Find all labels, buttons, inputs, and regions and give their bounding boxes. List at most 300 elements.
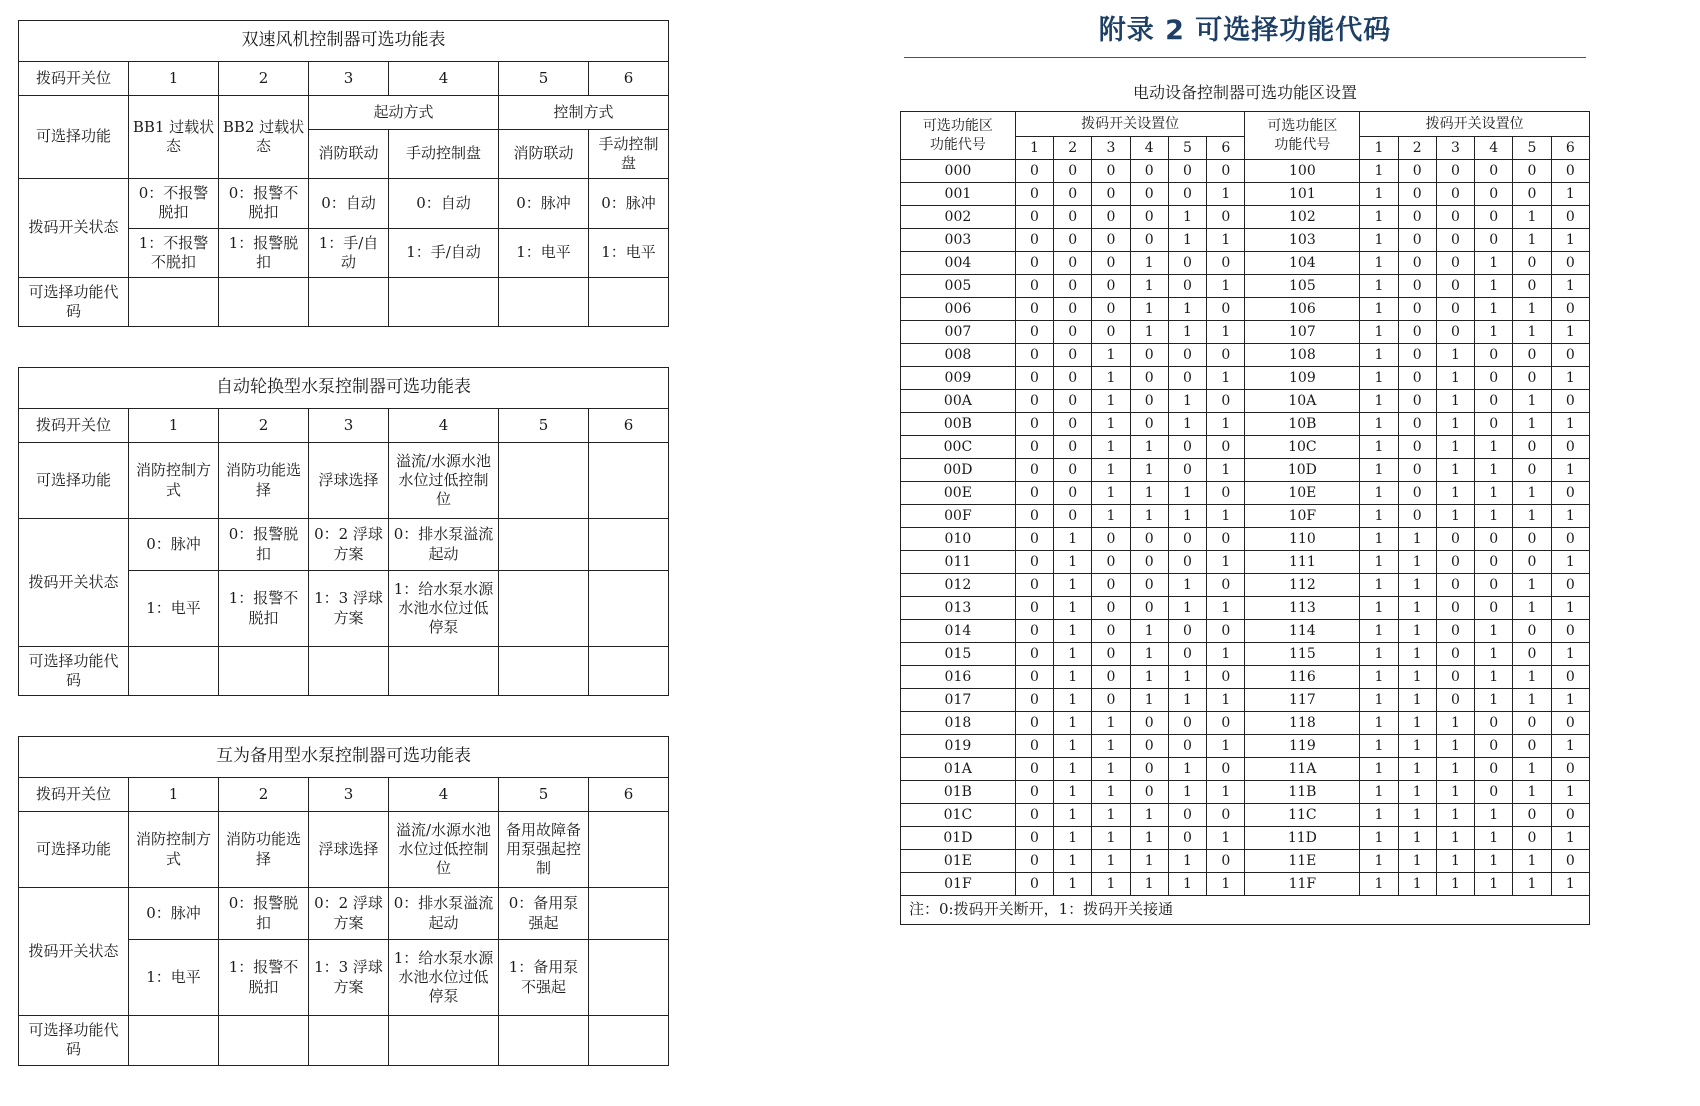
- bit-right-1: 1: [1360, 459, 1398, 482]
- state0-bit-3: 0：2 浮球方案: [309, 519, 389, 571]
- state1-bit-4: 1：手/自动: [389, 228, 499, 277]
- bit-right-1: 1: [1360, 482, 1398, 505]
- table-row: [901, 643, 1590, 666]
- bit-left-5: 0: [1168, 275, 1206, 298]
- bit-right-1: 1: [1360, 804, 1398, 827]
- bit-left-1: 0: [1015, 551, 1053, 574]
- table-row: [901, 344, 1590, 367]
- state1-bit-4: 1：给水泵水源水池水位过低停泵: [389, 571, 499, 647]
- bit-left-3: 1: [1092, 413, 1130, 436]
- bit-right-5: 0: [1513, 528, 1551, 551]
- func-code-left: 00F: [901, 505, 1016, 528]
- bit-right-5: 0: [1513, 804, 1551, 827]
- func-code-right: 102: [1245, 206, 1360, 229]
- func-code-left: 013: [901, 597, 1016, 620]
- bit-left-4: 1: [1130, 643, 1168, 666]
- bit-right-5: 1: [1513, 850, 1551, 873]
- header-line-1: 可选功能区: [1267, 118, 1338, 135]
- bit-left-6: 0: [1207, 160, 1245, 183]
- mutual-standby-pump-function-table: [18, 736, 669, 1065]
- bit-right-5: 0: [1513, 344, 1551, 367]
- bit-left-4: 0: [1130, 781, 1168, 804]
- bit-right-4: 1: [1475, 298, 1513, 321]
- bit-left-5: 0: [1168, 735, 1206, 758]
- bit-left-1: 0: [1015, 735, 1053, 758]
- func-code-left: 01B: [901, 781, 1016, 804]
- bit-left-5: 0: [1168, 160, 1206, 183]
- bit-right-5: 0: [1513, 160, 1551, 183]
- code-bit-4[interactable]: [389, 1016, 499, 1065]
- bit-right-5: 1: [1513, 758, 1551, 781]
- function-bit-1: 消防控制方式: [129, 812, 219, 888]
- bit-left-1: 0: [1015, 206, 1053, 229]
- header-line-1: 可选功能区: [922, 118, 993, 135]
- row-label-func-code: 可选择功能代码: [19, 277, 129, 326]
- bit-left-3: 0: [1092, 689, 1130, 712]
- bit-left-6: 1: [1207, 413, 1245, 436]
- bit-header-right-6: 6: [1551, 137, 1589, 160]
- bit-right-2: 0: [1398, 298, 1436, 321]
- row-label-function: 可选择功能: [19, 812, 129, 888]
- code-bit-4[interactable]: [389, 277, 499, 326]
- bit-right-4: 1: [1475, 321, 1513, 344]
- bit-left-3: 0: [1092, 275, 1130, 298]
- bit-left-2: 1: [1054, 551, 1092, 574]
- bit-right-3: 1: [1436, 459, 1474, 482]
- bit-right-5: 1: [1513, 666, 1551, 689]
- bit-right-2: 1: [1398, 551, 1436, 574]
- bit-left-6: 0: [1207, 298, 1245, 321]
- bit-right-6: 1: [1551, 367, 1589, 390]
- bit-left-4: 1: [1130, 827, 1168, 850]
- bit-right-6: 0: [1551, 620, 1589, 643]
- bit-left-1: 0: [1015, 873, 1053, 896]
- table-row: [901, 367, 1590, 390]
- code-table-caption: 电动设备控制器可选功能区设置: [1132, 83, 1357, 102]
- bit-left-5: 1: [1168, 758, 1206, 781]
- func-code-left: 014: [901, 620, 1016, 643]
- function-bit-6: [589, 812, 669, 888]
- bit-right-3: 1: [1436, 873, 1474, 896]
- bit-right-4: 0: [1475, 597, 1513, 620]
- header-switch-bits-right: 拨码开关设置位: [1360, 112, 1590, 137]
- bit-left-2: 0: [1054, 413, 1092, 436]
- bit-left-1: 0: [1015, 505, 1053, 528]
- bit-right-1: 1: [1360, 436, 1398, 459]
- bit-left-2: 0: [1054, 436, 1092, 459]
- bit-right-6: 0: [1551, 344, 1589, 367]
- bit-left-3: 0: [1092, 551, 1130, 574]
- table-caption: 双速风机控制器可选功能表: [19, 21, 669, 62]
- state0-bit-5: [499, 519, 589, 571]
- bit-left-6: 0: [1207, 620, 1245, 643]
- table-row: [901, 689, 1590, 712]
- bit-right-1: 1: [1360, 551, 1398, 574]
- bit-left-3: 1: [1092, 873, 1130, 896]
- code-bit-3[interactable]: [309, 1016, 389, 1065]
- bit-right-6: 0: [1551, 160, 1589, 183]
- bit-right-6: 1: [1551, 689, 1589, 712]
- bit-right-3: 1: [1436, 804, 1474, 827]
- func-code-left: 00D: [901, 459, 1016, 482]
- state1-bit-3: 1：3 浮球方案: [309, 940, 389, 1016]
- bit-right-6: 1: [1551, 643, 1589, 666]
- bit-left-5: 0: [1168, 620, 1206, 643]
- bit-right-1: 1: [1360, 252, 1398, 275]
- bit-left-6: 1: [1207, 275, 1245, 298]
- function-bit-1: 消防控制方式: [129, 443, 219, 519]
- bit-left-1: 0: [1015, 413, 1053, 436]
- bit-left-2: 0: [1054, 459, 1092, 482]
- bit-right-1: 1: [1360, 206, 1398, 229]
- bit-right-3: 0: [1436, 229, 1474, 252]
- bit-left-1: 0: [1015, 459, 1053, 482]
- bit-right-3: 1: [1436, 482, 1474, 505]
- bit-left-1: 0: [1015, 390, 1053, 413]
- func-code-right: 10F: [1245, 505, 1360, 528]
- bit-right-3: 0: [1436, 551, 1474, 574]
- bit-left-5: 1: [1168, 413, 1206, 436]
- func-code-left: 00E: [901, 482, 1016, 505]
- function-bit-3: 浮球选择: [309, 443, 389, 519]
- bit-right-2: 1: [1398, 666, 1436, 689]
- bit-left-6: 0: [1207, 344, 1245, 367]
- table-row: [901, 758, 1590, 781]
- bit-right-2: 0: [1398, 390, 1436, 413]
- table-row: [901, 528, 1590, 551]
- bit-right-4: 1: [1475, 505, 1513, 528]
- table-row: [901, 436, 1590, 459]
- bit-left-3: 1: [1092, 781, 1130, 804]
- func-code-left: 01E: [901, 850, 1016, 873]
- bit-right-4: 0: [1475, 528, 1513, 551]
- bit-right-6: 1: [1551, 275, 1589, 298]
- bit-right-5: 1: [1513, 229, 1551, 252]
- auto-rotation-pump-function-table: [18, 367, 669, 696]
- bit-right-4: 1: [1475, 275, 1513, 298]
- bit-left-3: 0: [1092, 643, 1130, 666]
- code-bit-4[interactable]: [389, 647, 499, 696]
- function-bit-3: 浮球选择: [309, 812, 389, 888]
- bit-left-6: 0: [1207, 390, 1245, 413]
- bit-left-2: 1: [1054, 620, 1092, 643]
- code-bit-5[interactable]: [499, 647, 589, 696]
- bit-right-4: 1: [1475, 666, 1513, 689]
- table-row: [901, 712, 1590, 735]
- bit-right-6: 0: [1551, 206, 1589, 229]
- state1-bit-6: [589, 571, 669, 647]
- header-line-2: 功能代号: [929, 136, 986, 153]
- bit-right-2: 1: [1398, 574, 1436, 597]
- title-divider: [904, 57, 1586, 58]
- bit-left-5: 1: [1168, 390, 1206, 413]
- bit-left-5: 0: [1168, 436, 1206, 459]
- code-bit-5[interactable]: [499, 1016, 589, 1065]
- bit-right-1: 1: [1360, 735, 1398, 758]
- state1-bit-1: 1：电平: [129, 940, 219, 1016]
- func-code-left: 019: [901, 735, 1016, 758]
- bit-left-1: 0: [1015, 298, 1053, 321]
- table-row: [901, 804, 1590, 827]
- bit-right-2: 0: [1398, 321, 1436, 344]
- func-code-left: 012: [901, 574, 1016, 597]
- func-code-right: 104: [1245, 252, 1360, 275]
- bit-left-2: 0: [1054, 482, 1092, 505]
- code-bit-6[interactable]: [589, 277, 669, 326]
- bit-right-4: 0: [1475, 183, 1513, 206]
- header-line-2: 功能代号: [1274, 136, 1331, 153]
- bit-right-5: 0: [1513, 827, 1551, 850]
- bit-right-4: 0: [1475, 229, 1513, 252]
- fan-controller-function-table: [18, 20, 669, 327]
- bit-right-1: 1: [1360, 183, 1398, 206]
- row-label-switch-bit: 拨码开关位: [19, 778, 129, 812]
- bit-left-4: 1: [1130, 252, 1168, 275]
- row-label-function: 可选择功能: [19, 95, 129, 178]
- state1-bit-1: 1：电平: [129, 571, 219, 647]
- bit-right-2: 0: [1398, 459, 1436, 482]
- bit-left-1: 0: [1015, 229, 1053, 252]
- bit-right-5: 1: [1513, 321, 1551, 344]
- bit-right-4: 0: [1475, 758, 1513, 781]
- bit-right-3: 0: [1436, 275, 1474, 298]
- state0-bit-2: 0：报警脱扣: [219, 888, 309, 940]
- bit-left-4: 1: [1130, 850, 1168, 873]
- bit-left-1: 0: [1015, 643, 1053, 666]
- bit-left-6: 1: [1207, 321, 1245, 344]
- bit-left-3: 1: [1092, 436, 1130, 459]
- bit-right-5: 0: [1513, 712, 1551, 735]
- bit-right-3: 0: [1436, 620, 1474, 643]
- state0-bit-2: 0：报警脱扣: [219, 519, 309, 571]
- bit-left-5: 0: [1168, 459, 1206, 482]
- bit-left-5: 1: [1168, 206, 1206, 229]
- bit-right-2: 1: [1398, 689, 1436, 712]
- bit-left-3: 0: [1092, 252, 1130, 275]
- function-bit-6: 手动控制盘: [589, 129, 669, 178]
- bit-right-3: 0: [1436, 666, 1474, 689]
- bit-left-2: 1: [1054, 574, 1092, 597]
- bit-right-1: 1: [1360, 390, 1398, 413]
- table-caption: 互为备用型水泵控制器可选功能表: [19, 737, 669, 778]
- bit-right-2: 0: [1398, 206, 1436, 229]
- func-code-right: 11C: [1245, 804, 1360, 827]
- bit-left-5: 1: [1168, 574, 1206, 597]
- state1-bit-3: 1：手/自动: [309, 228, 389, 277]
- bit-left-6: 1: [1207, 781, 1245, 804]
- func-code-right: 113: [1245, 597, 1360, 620]
- bit-right-2: 0: [1398, 482, 1436, 505]
- code-bit-1[interactable]: [129, 277, 219, 326]
- func-code-left: 016: [901, 666, 1016, 689]
- bit-right-2: 1: [1398, 643, 1436, 666]
- function-bit-4: 手动控制盘: [389, 129, 499, 178]
- bit-right-6: 0: [1551, 712, 1589, 735]
- bit-right-4: 0: [1475, 781, 1513, 804]
- bit-header-4: 4: [389, 778, 499, 812]
- bit-left-4: 1: [1130, 873, 1168, 896]
- bit-left-1: 0: [1015, 666, 1053, 689]
- code-bit-2[interactable]: [219, 647, 309, 696]
- bit-left-5: 0: [1168, 551, 1206, 574]
- bit-right-3: 0: [1436, 298, 1474, 321]
- function-bit-5: 消防联动: [499, 129, 589, 178]
- bit-header-2: 2: [219, 61, 309, 95]
- bit-left-2: 1: [1054, 804, 1092, 827]
- bit-left-1: 0: [1015, 620, 1053, 643]
- bit-left-4: 1: [1130, 689, 1168, 712]
- bit-left-2: 1: [1054, 735, 1092, 758]
- header-func-code-left: [901, 112, 1016, 160]
- bit-left-5: 1: [1168, 505, 1206, 528]
- bit-left-5: 1: [1168, 666, 1206, 689]
- bit-left-5: 1: [1168, 597, 1206, 620]
- bit-right-6: 0: [1551, 758, 1589, 781]
- bit-right-3: 0: [1436, 597, 1474, 620]
- code-bit-6[interactable]: [589, 647, 669, 696]
- bit-right-3: 1: [1436, 436, 1474, 459]
- table-row: [901, 620, 1590, 643]
- bit-left-4: 1: [1130, 505, 1168, 528]
- bit-left-5: 1: [1168, 873, 1206, 896]
- func-code-left: 01A: [901, 758, 1016, 781]
- bit-left-5: 0: [1168, 712, 1206, 735]
- bit-left-1: 0: [1015, 436, 1053, 459]
- bit-left-6: 0: [1207, 804, 1245, 827]
- bit-right-1: 1: [1360, 689, 1398, 712]
- bit-right-5: 1: [1513, 206, 1551, 229]
- bit-left-5: 1: [1168, 689, 1206, 712]
- bit-right-2: 1: [1398, 850, 1436, 873]
- func-code-left: 009: [901, 367, 1016, 390]
- bit-right-2: 0: [1398, 183, 1436, 206]
- func-code-left: 001: [901, 183, 1016, 206]
- bit-left-6: 1: [1207, 229, 1245, 252]
- bit-left-1: 0: [1015, 850, 1053, 873]
- bit-left-5: 1: [1168, 229, 1206, 252]
- bit-left-4: 0: [1130, 597, 1168, 620]
- state1-bit-2: 1：报警不脱扣: [219, 571, 309, 647]
- bit-right-1: 1: [1360, 321, 1398, 344]
- bit-right-1: 1: [1360, 597, 1398, 620]
- code-bit-2[interactable]: [219, 1016, 309, 1065]
- func-code-left: 01F: [901, 873, 1016, 896]
- bit-right-2: 1: [1398, 528, 1436, 551]
- bit-right-1: 1: [1360, 160, 1398, 183]
- bit-left-3: 0: [1092, 666, 1130, 689]
- func-code-left: 007: [901, 321, 1016, 344]
- code-bit-6[interactable]: [589, 1016, 669, 1065]
- bit-left-4: 1: [1130, 436, 1168, 459]
- bit-header-right-4: 4: [1475, 137, 1513, 160]
- bit-left-1: 0: [1015, 275, 1053, 298]
- bit-left-1: 0: [1015, 689, 1053, 712]
- bit-left-5: 0: [1168, 344, 1206, 367]
- bit-left-6: 0: [1207, 850, 1245, 873]
- bit-right-3: 1: [1436, 735, 1474, 758]
- bit-right-4: 1: [1475, 827, 1513, 850]
- bit-left-1: 0: [1015, 528, 1053, 551]
- bit-left-6: 1: [1207, 735, 1245, 758]
- bit-left-5: 0: [1168, 183, 1206, 206]
- code-bit-1[interactable]: [129, 1016, 219, 1065]
- func-code-right: 115: [1245, 643, 1360, 666]
- func-code-right: 10A: [1245, 390, 1360, 413]
- bit-left-2: 1: [1054, 712, 1092, 735]
- code-bit-3[interactable]: [309, 277, 389, 326]
- code-bit-5[interactable]: [499, 277, 589, 326]
- bit-left-5: 0: [1168, 804, 1206, 827]
- bit-header-left-5: 5: [1168, 137, 1206, 160]
- bit-left-3: 0: [1092, 298, 1130, 321]
- table-row: [901, 321, 1590, 344]
- state0-bit-4: 0：排水泵溢流起动: [389, 888, 499, 940]
- bit-left-1: 0: [1015, 482, 1053, 505]
- func-code-right: 10E: [1245, 482, 1360, 505]
- bit-header-right-5: 5: [1513, 137, 1551, 160]
- bit-left-6: 1: [1207, 367, 1245, 390]
- bit-right-3: 1: [1436, 712, 1474, 735]
- bit-right-4: 1: [1475, 459, 1513, 482]
- state1-bit-5: [499, 571, 589, 647]
- bit-right-6: 1: [1551, 551, 1589, 574]
- func-code-left: 000: [901, 160, 1016, 183]
- row-label-switch-bit: 拨码开关位: [19, 409, 129, 443]
- table-row: [901, 551, 1590, 574]
- function-bit-6: [589, 443, 669, 519]
- bit-left-1: 0: [1015, 344, 1053, 367]
- bit-right-1: 1: [1360, 344, 1398, 367]
- bit-left-3: 0: [1092, 183, 1130, 206]
- bit-right-2: 1: [1398, 735, 1436, 758]
- table-row: [901, 413, 1590, 436]
- bit-right-5: 1: [1513, 390, 1551, 413]
- bit-right-6: 1: [1551, 781, 1589, 804]
- table-row: [901, 574, 1590, 597]
- bit-right-3: 1: [1436, 505, 1474, 528]
- bit-left-2: 0: [1054, 344, 1092, 367]
- code-bit-2[interactable]: [219, 277, 309, 326]
- bit-right-4: 1: [1475, 643, 1513, 666]
- func-code-left: 00A: [901, 390, 1016, 413]
- code-bit-1[interactable]: [129, 647, 219, 696]
- bit-left-5: 0: [1168, 367, 1206, 390]
- bit-right-5: 0: [1513, 551, 1551, 574]
- bit-left-3: 0: [1092, 574, 1130, 597]
- table-row: [901, 229, 1590, 252]
- row-label-switch-state: 拨码开关状态: [19, 519, 129, 647]
- bit-right-5: 0: [1513, 183, 1551, 206]
- bit-right-1: 1: [1360, 367, 1398, 390]
- bit-right-2: 0: [1398, 413, 1436, 436]
- code-bit-3[interactable]: [309, 647, 389, 696]
- state1-bit-6: 1：电平: [589, 228, 669, 277]
- bit-left-2: 1: [1054, 850, 1092, 873]
- func-code-left: 018: [901, 712, 1016, 735]
- bit-header-left-2: 2: [1054, 137, 1092, 160]
- row-label-func-code: 可选择功能代码: [19, 1016, 129, 1065]
- bit-left-4: 0: [1130, 574, 1168, 597]
- bit-right-4: 1: [1475, 689, 1513, 712]
- bit-left-2: 1: [1054, 781, 1092, 804]
- bit-left-2: 1: [1054, 666, 1092, 689]
- bit-right-2: 1: [1398, 873, 1436, 896]
- bit-right-4: 1: [1475, 850, 1513, 873]
- bit-left-3: 1: [1092, 482, 1130, 505]
- func-code-left: 008: [901, 344, 1016, 367]
- bit-left-4: 0: [1130, 160, 1168, 183]
- function-bit-2: 消防功能选择: [219, 812, 309, 888]
